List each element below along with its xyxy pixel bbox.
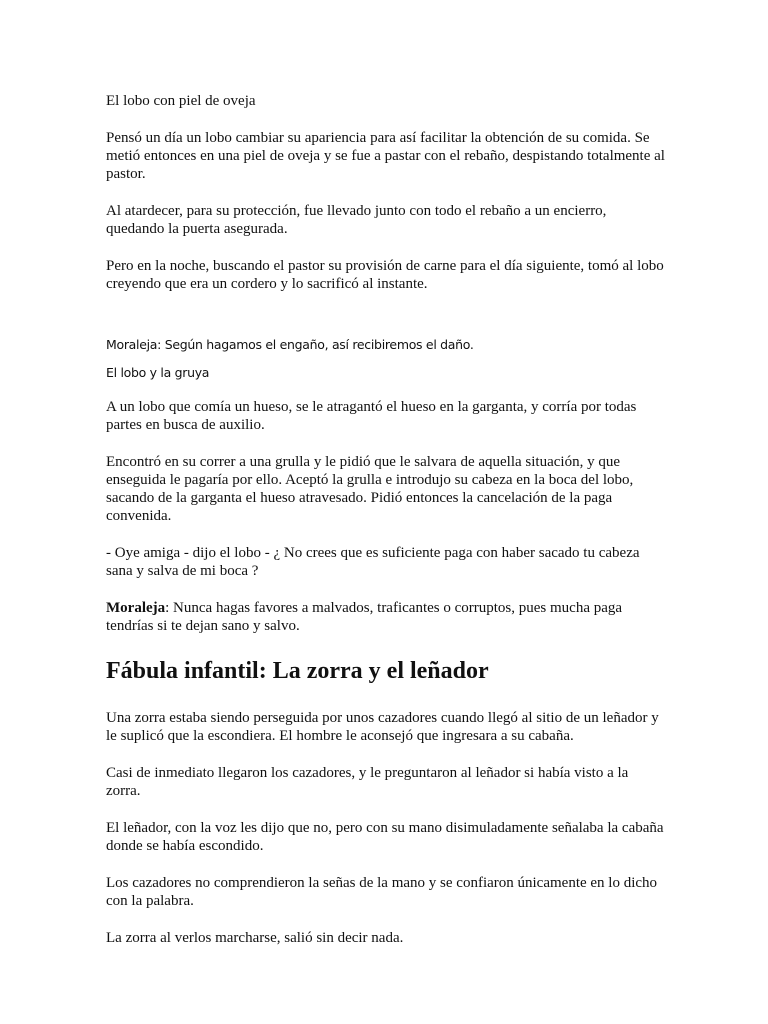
story2-moral-text: : Nunca hagas favores a malvados, traficantes o corruptos, pues mucha paga tendrías si te dejan sano y salvo. xyxy=(106,600,623,634)
story2-paragraph-2: Encontró en su correr a una grulla y le pidió que le salvara de aquella situación, y que enseguida le pagaría por ello. Aceptó la grulla e introdujo su cabeza en la boca del lobo, sacando de la garganta el hueso atravesado. Pidió entonces la cancelación de la paga convenida. xyxy=(106,454,634,524)
story3-paragraph-4: Los cazadores no comprendieron la señas de la mano y se confiaron únicamente en lo dicho con la palabra. xyxy=(106,875,658,909)
story1-paragraph-3: Pero en la noche, buscando el pastor su provisión de carne para el día siguiente, tomó al lobo creyendo que era un cordero y lo sacrificó al instante. xyxy=(106,258,664,292)
story2-paragraph-1: A un lobo que comía un hueso, se le atragantó el hueso en la garganta, y corría por todas partes en busca de auxilio. xyxy=(106,399,637,433)
story1-paragraph-2: Al atardecer, para su protección, fue llevado junto con todo el rebaño a un encierro, quedando la puerta asegurada. xyxy=(106,203,607,237)
story2-paragraph-3: - Oye amiga - dijo el lobo - ¿ No crees que es suficiente paga con haber sacado tu cabeza sana y salva de mi boca ? xyxy=(106,545,640,579)
story3-heading: Fábula infantil: La zorra y el leñador xyxy=(106,658,489,684)
story3-paragraph-2: Casi de inmediato llegaron los cazadores, y le preguntaron al leñador si había visto a la zorra. xyxy=(106,765,629,799)
story1-moral: Moraleja: Según hagamos el engaño, así recibiremos el daño. xyxy=(106,337,474,352)
story1-title: El lobo con piel de oveja xyxy=(106,93,256,109)
story3-paragraph-5: La zorra al verlos marcharse, salió sin decir nada. xyxy=(106,930,404,946)
story2-moral-label: Moraleja xyxy=(106,600,166,616)
story2-moral xyxy=(106,599,666,635)
document-page xyxy=(106,92,666,947)
story1-paragraph-1: Pensó un día un lobo cambiar su apariencia para así facilitar la obtención de su comida. Se metió entonces en una piel de oveja y se fue a pastar con el rebaño, despistando totalmente al pastor. xyxy=(106,130,665,182)
story3-paragraph-3: El leñador, con la voz les dijo que no, pero con su mano disimuladamente señalaba la cabaña donde se había escondido. xyxy=(106,820,664,854)
story2-title: El lobo y la gruya xyxy=(106,365,210,380)
story3-paragraph-1: Una zorra estaba siendo perseguida por unos cazadores cuando llegó al sitio de un leñador y le suplicó que la escondiera. El hombre le aconsejó que ingresara a su cabaña. xyxy=(106,710,659,744)
